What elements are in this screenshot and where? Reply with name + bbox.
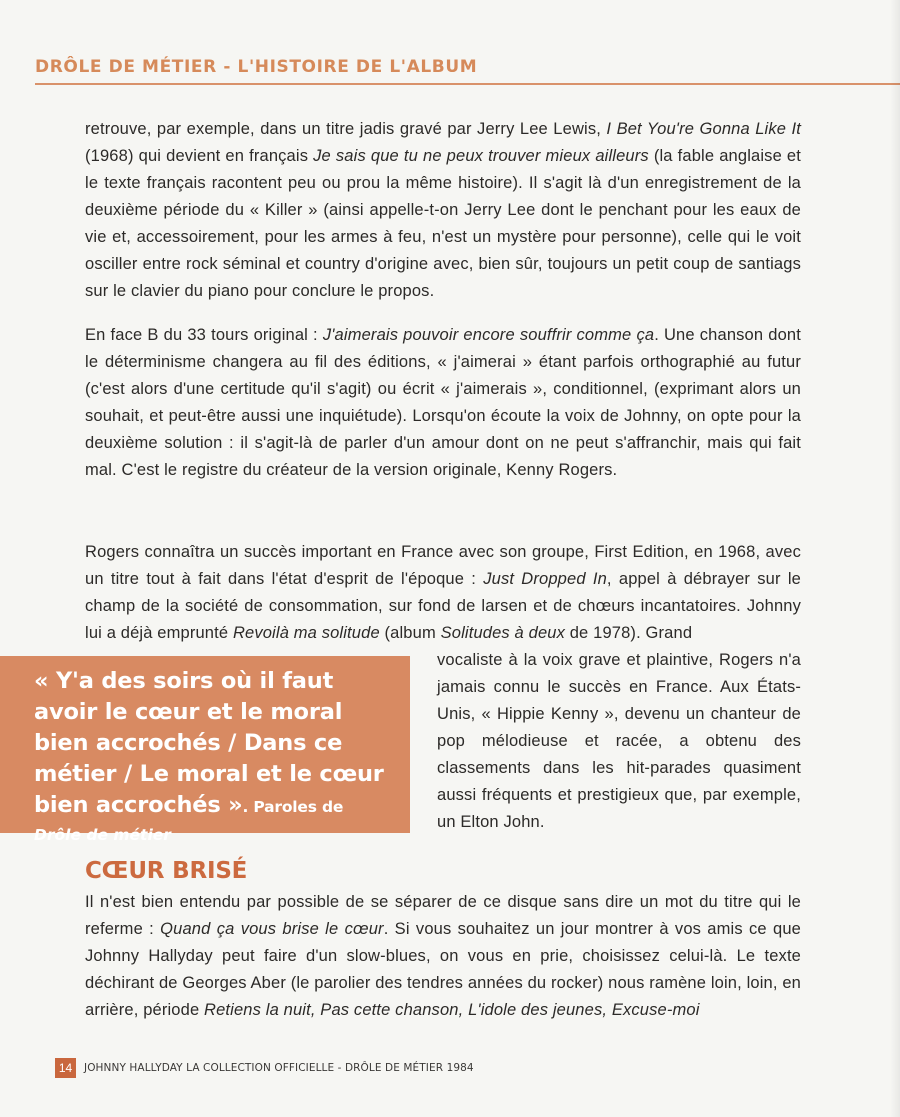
song-title: Je sais que tu ne peux trouver mieux ailleurs: [313, 147, 649, 165]
section-heading: CŒUR BRISÉ: [85, 858, 248, 884]
paragraph-2: [85, 322, 801, 484]
text-run: (la fable anglaise et le texte français racontent peu ou prou la même histoire). Il s'agit là d'un enregistrement de la deuxième période du « Killer » (ainsi appelle-t-on Jerry Lee dont le penchant pour les eaux de vie et, accessoirement, pour les armes à feu, n'est un mystère pour personne), celle qui le voit osciller entre rock séminal et country d'origine avec, bien sûr, toujours un petit coup de santiags sur le clavier du piano pour conclure le propos.: [85, 147, 801, 300]
text-run: de 1978). Grand: [565, 624, 693, 642]
pull-quote: [0, 656, 410, 844]
text-run: , appel à débrayer sur le champ de la société de consommation, sur fond de larsen et de chœurs incantatoires. Johnny lui a déjà emprunté: [85, 570, 801, 642]
paragraph-5: [85, 889, 801, 1024]
text-run: . Une chanson dont le déterminisme changera au fil des éditions, « j'aimerai » étant parfois orthographié au futur (c'est alors d'une certitude qu'il s'agit) ou écrit « j'aimerais », conditionnel, (exprimant alors un souhait, et peut-être aussi une inquiétude). Lorsqu'on écoute la voix de Johnny, on opte pour la deuxième solution : il s'agit-là de parler d'un amour dont on ne peut s'affranchir, mais qui fait mal. C'est le registre du créateur de la version originale, Kenny Rogers.: [85, 326, 801, 479]
paragraph-3: [85, 539, 801, 647]
page-edge-shadow: [890, 0, 900, 1117]
page-number-badge: 14: [55, 1058, 76, 1078]
text-run: Rogers connaîtra un succès important en France avec son groupe, First Edition, en 1968, avec un titre tout à fait dans l'état d'esprit de l'époque :: [85, 543, 801, 588]
paragraph-4: [437, 647, 801, 836]
running-header: DRÔLE DE MÉTIER - L'HISTOIRE DE L'ALBUM: [35, 57, 478, 77]
song-titles: Retiens la nuit, Pas cette chanson, L'idole des jeunes, Excuse-moi: [204, 1001, 700, 1019]
text-run: . Si vous souhaitez un jour montrer à vos amis ce que Johnny Hallyday peut faire d'un slow-blues, on vous en prie, choisissez celui-là. Le texte déchirant de Georges Aber (le parolier des tendres années du rocker) nous ramène loin, loin, en arrière, période: [85, 920, 801, 1019]
text-run: En face B du 33 tours original :: [85, 326, 323, 344]
text-run: (1968) qui devient en français: [85, 147, 314, 165]
text-run: vocaliste à la voix grave et plaintive, Rogers n'a jamais connu le succès en France. Aux États-Unis, « Hippie Kenny », devenu un chanteur de pop mélodieuse et racée, a obtenu des classements dans les hit-parades quasiment aussi fréquents et prestigieux que, par exemple, un Elton John.: [437, 651, 801, 831]
pull-quote-text: « Y'a des soirs où il faut avoir le cœur et le moral bien accrochés / Dans ce métier / Le moral et le cœur bien accrochés »: [34, 668, 384, 818]
page-footer: [55, 1058, 474, 1078]
song-title: Just Dropped In: [483, 570, 607, 588]
header-rule: [35, 83, 900, 85]
song-title: I Bet You're Gonna Like It: [606, 120, 801, 138]
paragraph-1: [85, 116, 801, 305]
song-title: Revoilà ma solitude: [232, 624, 380, 642]
song-title: J'aimerais pouvoir encore souffrir comme ça: [322, 326, 655, 344]
pull-quote-song-title: Drôle de métier: [34, 826, 171, 844]
song-title: Quand ça vous brise le cœur: [160, 920, 384, 938]
album-title: Solitudes à deux: [440, 624, 565, 642]
text-run: (album: [379, 624, 441, 642]
text-run: retrouve, par exemple, dans un titre jadis gravé par Jerry Lee Lewis,: [85, 120, 607, 138]
pull-quote-attribution: . Paroles de: [242, 798, 344, 816]
text-run: Il n'est bien entendu par possible de se séparer de ce disque sans dire un mot du titre qui le referme :: [85, 893, 801, 938]
footer-text: JOHNNY HALLYDAY LA COLLECTION OFFICIELLE - DRÔLE DE MÉTIER 1984: [84, 1062, 474, 1074]
